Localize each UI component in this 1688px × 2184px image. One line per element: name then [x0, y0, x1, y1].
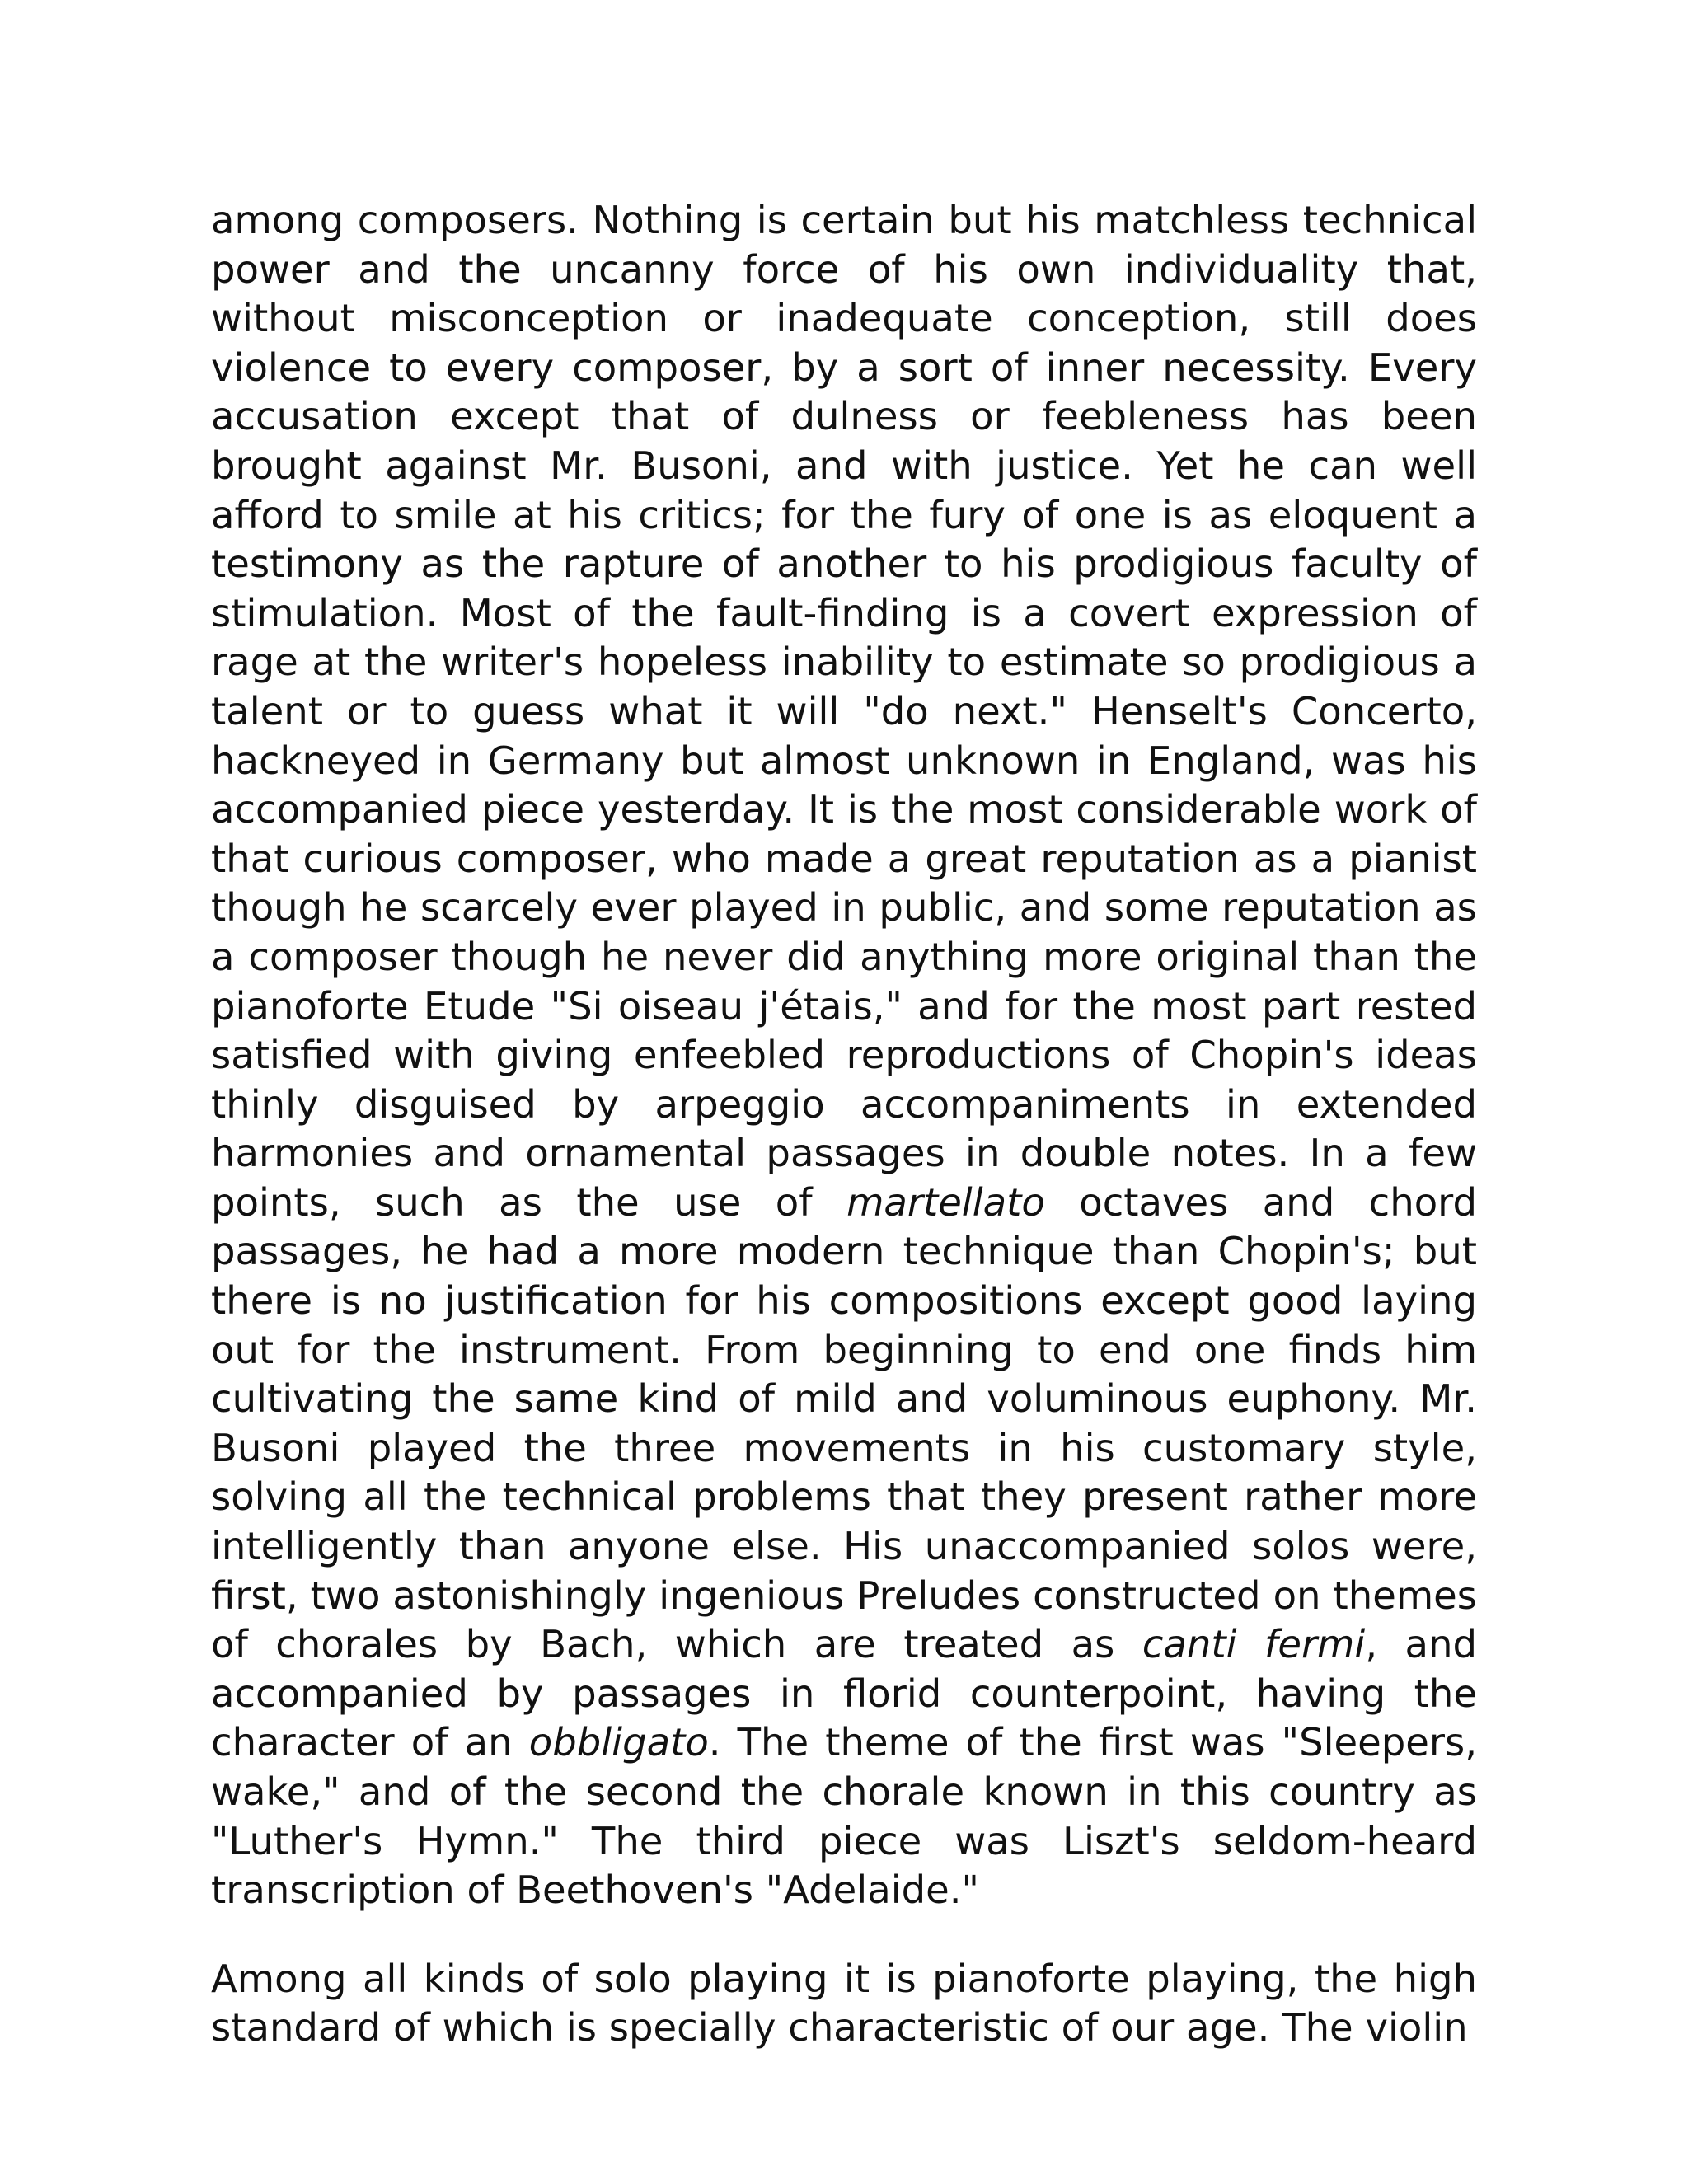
paragraph-text: octaves and chord passages, he had a more modern technique than Chopin's; but there is no justification for his compositions except good laying out for the instrument. From beginning to end one finds him cultivating the same kind of mild and voluminous euphony. Mr. Busoni played the three movements in his customary style, solving all the technical problems that they present rather more intelligently than anyone else. His unaccompanied solos were, first, two astonishingly ingenious Preludes constructed on themes of chorales by Bach, which are treated as: [211, 1179, 1477, 1667]
paragraph-text: . The theme of the first was "Sleepers, wake," and of the second the chorale known in this country as "Luther's Hymn." The third piece was Liszt's seldom-heard transcription of Beethoven's "Adelaide.": [211, 1720, 1477, 1913]
document-page: [211, 196, 1477, 2053]
body-paragraph-1: [211, 196, 1477, 1915]
paragraph-text: Among all kinds of solo playing it is pianoforte playing, the high standard of which is specially characteristic of our age. The violin: [211, 1956, 1477, 2050]
italic-term-canti-fermi: canti fermi: [1142, 1622, 1366, 1667]
paragraph-text: , and accompanied by passages in florid counterpoint, having the character of an: [211, 1622, 1478, 1765]
body-paragraph-2: [211, 1955, 1477, 2053]
italic-term-martellato: martellato: [846, 1179, 1045, 1225]
paragraph-text: among composers. Nothing is certain but his matchless technical power and the uncanny force of his own individuality that, without misconception or inadequate conception, still does violence to every composer, by a sort of inner necessity. Every accusation except that of dulness or feebleness has been brought against Mr. Busoni, and with justice. Yet he can well afford to smile at his critics; for the fury of one is as eloquent a testimony as the rapture of another to his prodigious faculty of stimulation. Most of the fault-finding is a covert expression of rage at the writer's hopeless inability to estimate so prodigious a talent or to guess what it will "do next." Henselt's Concerto, hackneyed in Germany but almost unknown in England, was his accompanied piece yesterday. It is the most considerable work of that curious composer, who made a great reputation as a pianist though he scarcely ever played in public, and some reputation as a composer though he never did anything more original than the pianoforte Etude "Si oiseau j'étais," and for the most part rested satisfied with giving enfeebled reproductions of Chopin's ideas thinly disguised by arpeggio accompaniments in extended harmonies and ornamental passages in double notes. In a few points, such as the use of: [211, 198, 1477, 1225]
italic-term-obbligato: obbligato: [528, 1720, 709, 1765]
